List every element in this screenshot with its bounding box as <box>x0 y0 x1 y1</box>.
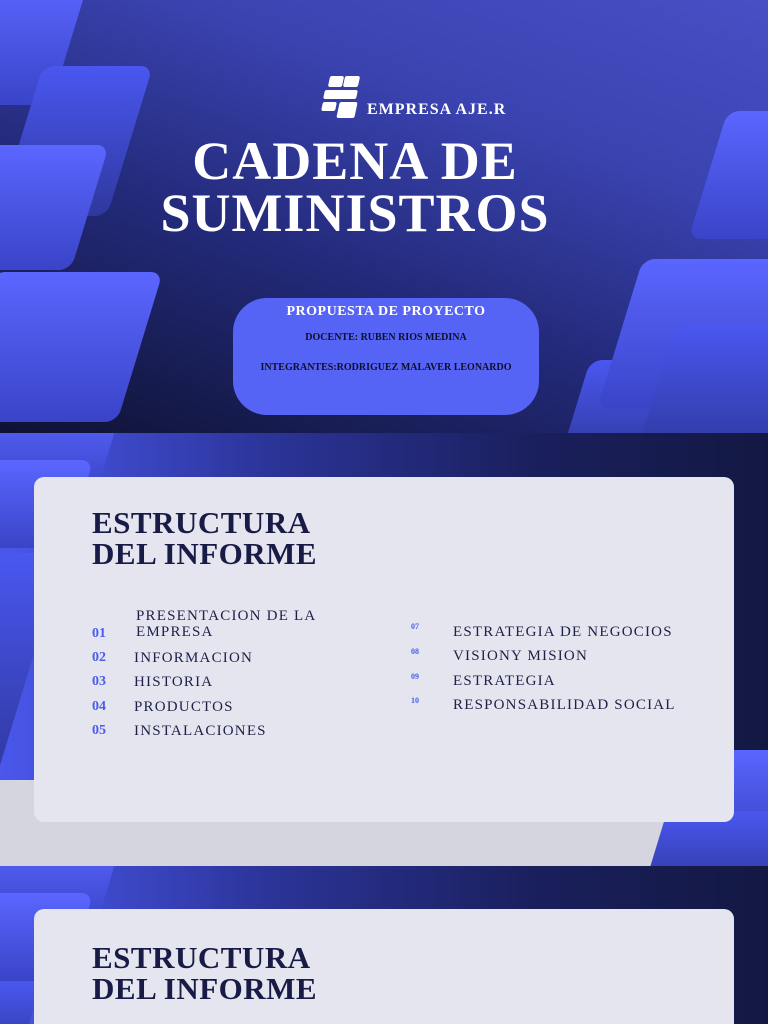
cover-title <box>0 131 710 243</box>
item-number: 10 <box>411 696 419 705</box>
item-number: 01 <box>92 626 106 641</box>
item-number: 04 <box>92 699 106 714</box>
members-label: INTEGRANTES:RODRIGUEZ MALAVER LEONARDO <box>260 362 512 373</box>
item-number: 05 <box>92 723 106 738</box>
item-number: 09 <box>411 672 419 681</box>
toc-title-line2: DEL INFORME <box>92 971 318 1006</box>
cover-slide <box>0 0 768 433</box>
toc-title-line1: ESTRUCTURA <box>92 505 311 540</box>
toc-slide <box>0 433 768 866</box>
toc-title-line2: DEL INFORME <box>92 536 318 571</box>
toc-item: RESPONSABILIDAD SOCIAL <box>453 697 676 713</box>
toc-title <box>92 507 317 569</box>
toc-card <box>34 477 734 822</box>
toc-item-label: EMPRESA <box>136 624 214 640</box>
company-name: EMPRESA AJE.R <box>367 101 507 118</box>
company-logo-icon <box>322 76 360 118</box>
toc-item-label: PRESENTACION DE LA <box>136 608 317 624</box>
item-number: 02 <box>92 650 106 665</box>
toc-item: INSTALACIONES <box>134 723 267 739</box>
toc-title <box>92 942 317 1004</box>
proposal-label: PROPUESTA DE PROYECTO <box>286 304 486 319</box>
toc-slide-partial <box>0 866 768 1024</box>
toc-title-line1: ESTRUCTURA <box>92 940 311 975</box>
toc-item: HISTORIA <box>134 674 214 690</box>
toc-card <box>34 909 734 1024</box>
toc-item: INFORMACION <box>134 650 254 666</box>
toc-item: ESTRATEGIA DE NEGOCIOS <box>453 624 673 640</box>
item-number: 07 <box>411 622 419 631</box>
toc-item: VISIONY MISION <box>453 648 588 664</box>
cover-title-line1: CADENA DE <box>192 131 518 191</box>
toc-item: PRODUCTOS <box>134 699 234 715</box>
toc-item: ESTRATEGIA <box>453 673 556 689</box>
decor-shape <box>0 272 163 422</box>
project-info-box <box>233 298 539 415</box>
item-number: 08 <box>411 647 419 656</box>
item-number: 03 <box>92 674 106 689</box>
cover-title-line2: SUMINISTROS <box>160 183 550 243</box>
teacher-label: DOCENTE: RUBEN RIOS MEDINA <box>305 332 467 343</box>
toc-item <box>136 608 316 640</box>
